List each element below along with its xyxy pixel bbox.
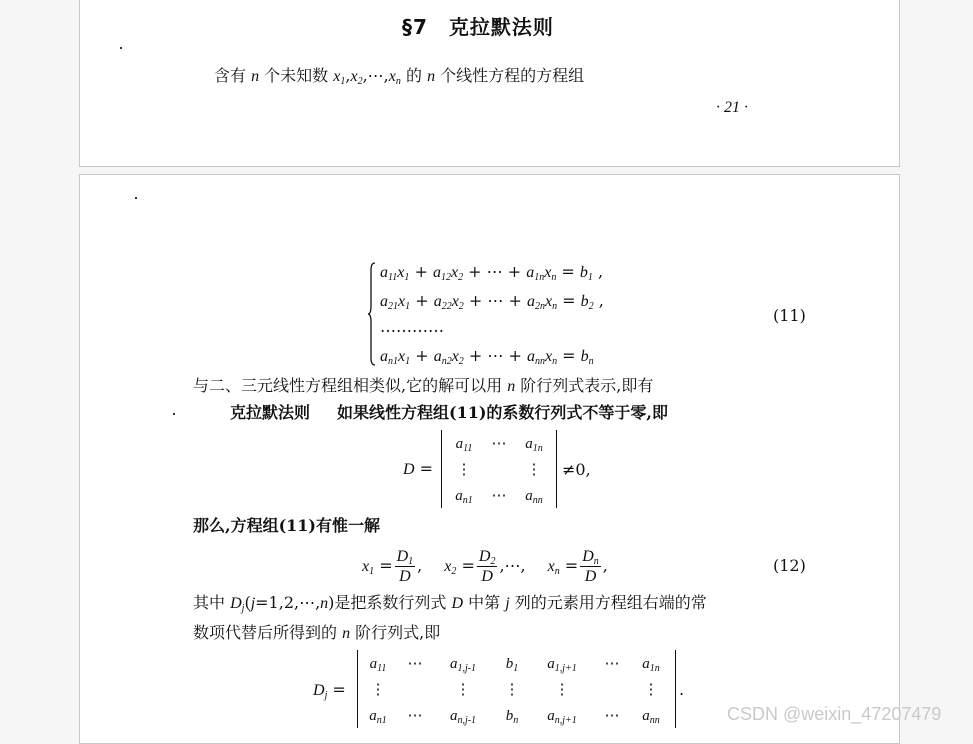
determinant-entry xyxy=(547,654,577,673)
math-variable: D xyxy=(451,595,464,612)
separator: ,⋯, xyxy=(499,556,526,575)
math-variable: n xyxy=(507,378,516,395)
math-variable: $a_{nn}$ xyxy=(642,707,660,726)
math-variable: $a_{11}$ xyxy=(455,435,473,454)
separator: , xyxy=(602,556,608,575)
text-run: = xyxy=(327,680,346,699)
determinant-entry xyxy=(525,486,543,505)
subscript: 11 xyxy=(388,272,398,283)
subscript: nn xyxy=(532,494,543,506)
solution-lhs xyxy=(444,556,475,577)
subscript: n,j+1 xyxy=(554,714,577,726)
determinant-entry xyxy=(547,706,577,725)
subscript: 1 xyxy=(404,272,410,283)
fraction xyxy=(395,547,416,586)
determinant-entry xyxy=(527,460,542,478)
math-variable: $x_1$ xyxy=(397,264,410,283)
determinant-Dj xyxy=(357,650,676,728)
subscript: n xyxy=(554,565,560,577)
subscript: n xyxy=(593,555,599,567)
subscript: nn xyxy=(534,356,545,367)
determinant-entry xyxy=(455,486,473,505)
math-variable: $x_2$ xyxy=(450,264,464,283)
determinant-entry xyxy=(456,680,471,698)
text-run: 的 xyxy=(400,66,428,85)
determinant-entry xyxy=(605,706,620,724)
math-variable: $x_1$ xyxy=(398,348,411,367)
subscript: 2 xyxy=(490,555,496,567)
subscript: 22 xyxy=(441,301,452,312)
math-variable: $a_{n,j-1}$ xyxy=(449,707,477,726)
subscript: 1 xyxy=(369,565,375,577)
scan-speck xyxy=(120,47,122,49)
determinant-entry xyxy=(456,434,473,453)
math-variable: $b_2$ xyxy=(580,293,594,312)
text-run: ⋯ xyxy=(491,486,507,504)
subscript: 1,j-1 xyxy=(457,662,477,674)
paragraph-similar xyxy=(193,376,653,397)
determinant-entry xyxy=(408,706,423,724)
math-variable: j xyxy=(505,595,510,612)
determinant-entry xyxy=(492,434,507,452)
solution-term xyxy=(444,547,525,586)
subscript: n2 xyxy=(441,356,452,367)
text-run: 阶行列式,即 xyxy=(350,623,441,642)
text-run: , xyxy=(345,66,351,85)
det-Dj-label xyxy=(313,680,346,701)
text-run: 含有 xyxy=(214,66,252,85)
not-equal-zero: ≠0, xyxy=(562,460,591,479)
text-run: + ⋯ + xyxy=(463,291,527,310)
text-run: = xyxy=(557,291,581,310)
subscript: 2 xyxy=(451,565,457,577)
text-run: ⋯ xyxy=(604,654,620,672)
math-variable: $x_1$ xyxy=(398,293,411,312)
text-run: ( xyxy=(244,593,251,612)
subscript: n xyxy=(551,272,557,283)
rule-heading: 克拉默法则 xyxy=(230,403,311,422)
text-run: 列的元素用方程组右端的常 xyxy=(509,593,707,612)
subscript: n,j-1 xyxy=(457,714,477,726)
text-run: , xyxy=(593,291,604,310)
text-run: ⋮ xyxy=(554,680,570,698)
text-run: = xyxy=(557,346,581,365)
math-variable: n xyxy=(320,595,329,612)
text-run: + ⋯ + xyxy=(463,346,527,365)
subscript: 2 xyxy=(458,301,464,312)
page-number: · 21 · xyxy=(716,99,748,116)
math-variable: $D_j$ xyxy=(230,595,245,614)
fraction xyxy=(477,547,498,586)
math-variable: $D_2$ xyxy=(478,547,496,567)
subscript: 12 xyxy=(440,272,451,283)
determinant-entry xyxy=(506,706,519,725)
determinant-entry xyxy=(369,706,387,725)
subscript: 2 xyxy=(588,301,594,312)
determinant-entry xyxy=(605,654,620,672)
subscript: 2n xyxy=(534,301,545,312)
text-run: = xyxy=(556,262,580,281)
text-run: ………… xyxy=(380,317,444,336)
subscript: 1 xyxy=(513,662,519,674)
math-variable: $a_{11}$ xyxy=(369,655,387,674)
math-variable: D xyxy=(403,461,415,478)
subscript: 2 xyxy=(458,356,464,367)
det-Dj-period: . xyxy=(679,680,685,699)
text-run: = xyxy=(456,555,475,575)
math-variable: $a_{22}$ xyxy=(433,293,452,312)
solution-term xyxy=(362,547,422,586)
subscript: 1 xyxy=(405,301,411,312)
math-variable: D xyxy=(481,567,493,585)
determinant-entry xyxy=(505,680,520,698)
text-run: ⋮ xyxy=(456,460,472,478)
math-variable: $x_2$ xyxy=(451,348,464,367)
equation-row xyxy=(380,291,604,312)
text-run: + xyxy=(409,262,433,281)
determinant-entry xyxy=(555,680,570,698)
subscript: j xyxy=(241,603,245,614)
text-run: + xyxy=(410,291,434,310)
math-variable: $b_1$ xyxy=(505,655,519,674)
left-brace-icon xyxy=(368,262,376,366)
math-variable: $x_1$ xyxy=(333,68,346,87)
text-run: ⋮ xyxy=(526,460,542,478)
math-variable: $D_1$ xyxy=(396,547,414,567)
subscript: 1 xyxy=(405,356,411,367)
subscript: 1 xyxy=(340,76,346,87)
subscript: 11 xyxy=(463,442,473,454)
determinant-D xyxy=(441,430,557,508)
subscript: 21 xyxy=(388,301,398,312)
math-variable: $x_1$ xyxy=(362,557,375,577)
separator: , xyxy=(417,556,423,575)
determinant-entry xyxy=(525,434,543,453)
rule-text: 如果线性方程组(11)的系数行列式不等于零,即 xyxy=(337,403,668,422)
subscript: 11 xyxy=(377,662,387,674)
math-variable: $a_{12}$ xyxy=(432,264,451,283)
determinant-entry xyxy=(408,654,423,672)
subscript: n xyxy=(588,356,594,367)
math-variable: $x_n$ xyxy=(544,264,557,283)
equation-row xyxy=(380,346,594,367)
subscript: n1 xyxy=(462,494,473,506)
text-run: 与二、三元线性方程组相类似,它的解可以用 xyxy=(193,376,508,395)
text-run: ⋮ xyxy=(643,680,659,698)
math-variable: $a_{1,j-1}$ xyxy=(449,655,477,674)
math-variable: $x_n$ xyxy=(547,557,560,577)
det-D-label xyxy=(403,459,433,480)
text-run: 个未知数 xyxy=(259,66,334,85)
subscript: 1 xyxy=(408,555,414,567)
text-run: = xyxy=(374,555,393,575)
text-run: = xyxy=(559,555,579,575)
text-run: ⋮ xyxy=(504,680,520,698)
text-run: ⋯ xyxy=(407,654,423,672)
math-variable: $D_j$ xyxy=(313,682,328,701)
math-variable: $x_2$ xyxy=(451,293,464,312)
math-variable: D xyxy=(584,567,597,585)
math-variable: $a_{2n}$ xyxy=(526,293,545,312)
subscript: 1 xyxy=(587,272,593,283)
scan-speck xyxy=(173,413,175,415)
math-variable: n xyxy=(427,68,436,85)
intro-line xyxy=(214,66,584,87)
math-variable: $a_{n,j+1}$ xyxy=(547,707,577,726)
determinant-entry xyxy=(506,654,519,673)
subscript: nn xyxy=(649,714,660,726)
text-run: ⋯ xyxy=(407,706,423,724)
math-variable: $a_{1n}$ xyxy=(525,435,543,454)
solution-lhs xyxy=(362,556,393,577)
math-variable: $x_n$ xyxy=(544,293,558,312)
subscript: j xyxy=(324,690,328,701)
subscript: n1 xyxy=(376,714,387,726)
determinant-entry xyxy=(450,706,476,725)
text-run: )是把系数行列式 xyxy=(328,593,452,612)
text-run: , xyxy=(592,262,604,281)
math-variable: $b_n$ xyxy=(580,348,594,367)
subscript: 2 xyxy=(357,76,363,87)
math-variable: $x_2$ xyxy=(350,68,363,87)
math-variable: $a_{1n}$ xyxy=(642,655,660,674)
determinant-entry xyxy=(450,654,476,673)
math-variable: $a_{n2}$ xyxy=(433,348,452,367)
section-title: §7 克拉默法则 xyxy=(402,15,554,39)
document-page-top xyxy=(79,0,900,167)
determinant-entry xyxy=(457,460,472,478)
solution-lhs xyxy=(548,556,579,577)
math-variable: $x_2$ xyxy=(444,557,457,577)
text-run: + xyxy=(410,346,434,365)
math-variable: $a_{nn}$ xyxy=(526,348,545,367)
subscript: n xyxy=(513,714,519,726)
numerator xyxy=(477,547,498,567)
math-variable: $a_{n1}$ xyxy=(455,487,473,506)
determinant-entry xyxy=(492,486,507,504)
paragraph-unique-solution: 那么,方程组(11)有惟一解 xyxy=(193,516,380,535)
math-variable: $a_{1,j+1}$ xyxy=(547,655,577,674)
math-variable: n xyxy=(342,625,351,642)
math-variable: $b_n$ xyxy=(505,707,519,726)
equation-label-12: (12) xyxy=(773,556,806,575)
determinant-entry xyxy=(370,654,387,673)
text-run: =1,2,⋯, xyxy=(255,593,321,612)
text-run: = xyxy=(414,459,434,478)
determinant-entry xyxy=(642,706,660,725)
math-variable: j xyxy=(250,595,256,612)
math-variable: $a_{n1}$ xyxy=(369,707,387,726)
equation-label-11: (11) xyxy=(773,306,806,325)
math-variable: $x_n$ xyxy=(388,68,401,87)
text-run: + ⋯ + xyxy=(463,262,527,281)
math-variable: $a_{11}$ xyxy=(380,264,398,283)
determinant-entry xyxy=(644,680,659,698)
subscript: n1 xyxy=(388,356,398,367)
denominator xyxy=(481,567,493,586)
math-variable: $a_{1n}$ xyxy=(526,264,545,283)
denominator xyxy=(585,567,597,586)
subscript: n xyxy=(552,301,558,312)
paragraph-dj-definition xyxy=(193,593,707,614)
solution-formula xyxy=(362,546,608,586)
watermark: CSDN @weixin_47207479 xyxy=(727,704,942,724)
solution-term xyxy=(548,547,608,586)
text-run: 个线性方程的方程组 xyxy=(435,66,585,85)
subscript: 1n xyxy=(532,442,543,454)
fraction xyxy=(580,547,601,586)
text-run: ,⋯, xyxy=(362,66,389,85)
math-variable: $x_n$ xyxy=(544,348,558,367)
subscript: 2 xyxy=(458,272,464,283)
text-run: ⋮ xyxy=(370,680,386,698)
math-variable: $b_1$ xyxy=(579,264,593,283)
paragraph-dj-continued xyxy=(193,623,440,644)
math-variable: n xyxy=(251,68,260,85)
scan-speck xyxy=(135,197,137,199)
determinant-entry xyxy=(371,680,386,698)
text-run: 其中 xyxy=(193,593,231,612)
subscript: 1,j+1 xyxy=(554,662,577,674)
numerator xyxy=(395,547,416,567)
math-variable: $D_n$ xyxy=(582,547,599,567)
subscript: 1n xyxy=(649,662,660,674)
text-run: ⋯ xyxy=(491,434,507,452)
subscript: n xyxy=(395,76,401,87)
text-run: 中第 xyxy=(463,593,506,612)
text-run: 数项代替后所得到的 xyxy=(193,623,343,642)
math-variable: $a_{21}$ xyxy=(380,293,398,312)
math-variable: D xyxy=(399,567,411,585)
numerator xyxy=(580,547,601,567)
subscript: n xyxy=(552,356,558,367)
equation-row xyxy=(380,262,603,283)
determinant-entry xyxy=(642,654,660,673)
text-run: ⋯ xyxy=(604,706,620,724)
text-run: 阶行列式表示,即有 xyxy=(515,376,654,395)
equation-row xyxy=(380,317,444,337)
math-variable: $a_{n1}$ xyxy=(380,348,398,367)
math-variable: $a_{nn}$ xyxy=(525,487,543,506)
subscript: 1n xyxy=(534,272,545,283)
denominator xyxy=(399,567,411,586)
text-run: ⋮ xyxy=(455,680,471,698)
